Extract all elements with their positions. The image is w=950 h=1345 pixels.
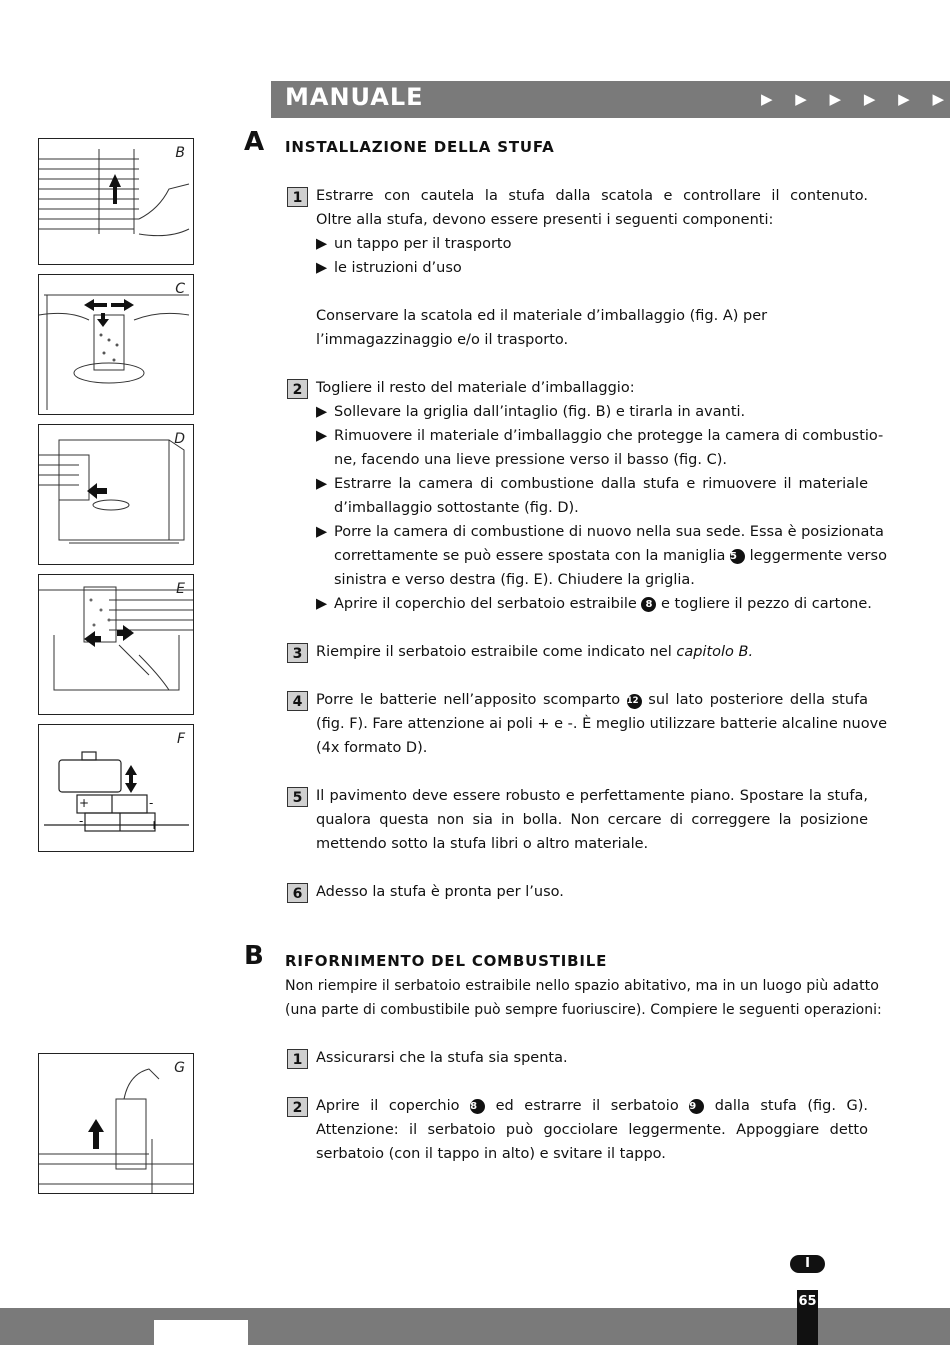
- a-step-2-bullet-4b-post: leggermente verso: [749, 548, 887, 564]
- header-arrows: ▶ ▶ ▶ ▶ ▶ ▶: [760, 90, 944, 108]
- a-step-4-line-1-post: sul lato posteriore della stufa: [648, 692, 868, 708]
- a-step-5-number: 5: [287, 787, 308, 807]
- a-step-1-line-2: Oltre alla stufa, devono essere presenti i seguenti componenti:: [316, 212, 774, 228]
- a-step-4-line-1: [316, 688, 868, 712]
- figure-f: [38, 724, 194, 852]
- b-step-2-line-1-mid: ed estrarre il serbatoio: [495, 1098, 679, 1114]
- callout-number-9: 9: [689, 1099, 704, 1114]
- a-step-2-bullet-4b: [334, 544, 887, 568]
- a-step-2-bullet-4a: Porre la camera di combustione di nuovo nella sua sede. Essa è posizionata: [334, 524, 884, 540]
- figure-g-illustration: [39, 1054, 194, 1194]
- page-number: 65: [797, 1290, 818, 1345]
- a-step-1-note-1: Conservare la scatola ed il materiale d’imballaggio (fig. A) per: [316, 308, 768, 324]
- figure-f-illustration: [39, 725, 194, 852]
- figure-e-illustration: [39, 575, 194, 715]
- bullet-arrow-icon: ▶: [316, 428, 328, 444]
- a-step-2-bullet-5-pre: Aprire il coperchio del serbatoio estraibile: [334, 596, 637, 612]
- figure-d-label: D: [174, 431, 185, 447]
- svg-text:+: +: [79, 796, 90, 810]
- a-step-6-number: 6: [287, 883, 308, 903]
- svg-text:-: -: [79, 814, 84, 828]
- a-step-2-bullet-2a: Rimuovere il materiale d’imballaggio che protegge la camera di combustio-: [334, 428, 884, 444]
- a-step-5-line-3: mettendo sotto la stufa libri o altro materiale.: [316, 836, 649, 852]
- section-b-letter: B: [244, 941, 264, 971]
- a-step-5-line-2: qualora questa non sia in bolla. Non cercare di correggere la posizione: [316, 812, 868, 828]
- a-step-2-bullet-5: [334, 592, 872, 616]
- a-step-1-number: 1: [287, 187, 308, 207]
- b-step-2-line-1: [316, 1094, 868, 1118]
- figure-b-label: B: [175, 145, 185, 161]
- figure-c: [38, 274, 194, 415]
- a-step-4-number: 4: [287, 691, 308, 711]
- a-step-2-number: 2: [287, 379, 308, 399]
- b-step-2-number: 2: [287, 1097, 308, 1117]
- header-title: MANUALE: [285, 83, 424, 111]
- svg-text:-: -: [149, 796, 154, 810]
- header-bar: [271, 81, 950, 118]
- b-step-2-line-3: serbatoio (con il tappo in alto) e svitare il tappo.: [316, 1146, 666, 1162]
- figure-c-label: C: [175, 281, 185, 297]
- a-step-1-bullet-2: le istruzioni d’uso: [334, 260, 462, 276]
- a-step-6-line-1: Adesso la stufa è pronta per l’uso.: [316, 884, 564, 900]
- section-b-intro-2: (una parte di combustibile può sempre fuoriuscire). Compiere le seguenti operazioni:: [285, 1002, 882, 1018]
- section-b-intro-1: Non riempire il serbatoio estraibile nello spazio abitativo, ma in un luogo più adatto: [285, 978, 879, 994]
- a-step-3-number: 3: [287, 643, 308, 663]
- b-step-2-line-1-pre: Aprire il coperchio: [316, 1098, 460, 1114]
- b-step-2-line-1-post: dalla stufa (fig. G).: [714, 1098, 868, 1114]
- section-a-title: INSTALLAZIONE DELLA STUFA: [285, 138, 555, 156]
- figure-b-illustration: [39, 139, 194, 265]
- a-step-2-bullet-3a: Estrarre la camera di combustione dalla stufa e rimuovere il materiale: [334, 476, 868, 492]
- language-badge: I: [790, 1255, 825, 1273]
- figure-e: [38, 574, 194, 715]
- section-a-letter: A: [244, 127, 265, 157]
- a-step-1-bullet-1: un tappo per il trasporto: [334, 236, 512, 252]
- a-step-4-line-3: (4x formato D).: [316, 740, 428, 756]
- a-step-4-line-1-pre: Porre le batterie nell’apposito scomparto: [316, 692, 621, 708]
- a-step-3-text: Riempire il serbatoio estraibile come indicato nel: [316, 644, 677, 660]
- a-step-1-line-1: Estrarre con cautela la stufa dalla scatola e controllare il contenuto.: [316, 188, 868, 204]
- svg-text:+: +: [149, 818, 160, 832]
- bullet-arrow-icon: ▶: [316, 404, 328, 420]
- callout-number-8: 8: [470, 1099, 485, 1114]
- bullet-arrow-icon: ▶: [316, 596, 328, 612]
- bullet-arrow-icon: ▶: [316, 260, 328, 276]
- figure-g-label: G: [174, 1060, 185, 1076]
- figure-f-label: F: [176, 731, 185, 747]
- a-step-5-line-1: Il pavimento deve essere robusto e perfettamente piano. Spostare la stufa,: [316, 788, 868, 804]
- a-step-2-bullet-4b-pre: correttamente se può essere spostata con la maniglia: [334, 548, 726, 564]
- a-step-2-bullet-5-post: e togliere il pezzo di cartone.: [661, 596, 872, 612]
- a-step-4-line-2: (fig. F). Fare attenzione ai poli + e -. È meglio utilizzare batterie alcaline nuove: [316, 716, 888, 732]
- callout-number-8: 8: [641, 597, 656, 612]
- figure-e-label: E: [176, 581, 185, 597]
- figure-d-illustration: [39, 425, 194, 565]
- callout-number-12: 12: [627, 694, 642, 709]
- figure-g: [38, 1053, 194, 1194]
- bullet-arrow-icon: ▶: [316, 236, 328, 252]
- a-step-3-chapter-ref: capitolo B.: [676, 644, 754, 660]
- figure-b: [38, 138, 194, 265]
- a-step-2-line-1: Togliere il resto del materiale d’imballaggio:: [316, 380, 635, 396]
- a-step-2-bullet-4c: sinistra e verso destra (fig. E). Chiudere la griglia.: [334, 572, 695, 588]
- footer-white-block: [154, 1320, 248, 1345]
- figure-d: [38, 424, 194, 565]
- b-step-2-line-2: Attenzione: il serbatoio può gocciolare leggermente. Appoggiare detto: [316, 1122, 868, 1138]
- a-step-1-note-2: l’immagazzinaggio e/o il trasporto.: [316, 332, 569, 348]
- callout-number-5: 5: [730, 549, 745, 564]
- bullet-arrow-icon: ▶: [316, 524, 328, 540]
- a-step-3-line-1: [316, 640, 753, 664]
- section-b-title: RIFORNIMENTO DEL COMBUSTIBILE: [285, 952, 608, 970]
- a-step-2-bullet-3b: d’imballaggio sottostante (fig. D).: [334, 500, 579, 516]
- a-step-2-bullet-1: Sollevare la griglia dall’intaglio (fig. B) e tirarla in avanti.: [334, 404, 746, 420]
- b-step-1-line-1: Assicurarsi che la stufa sia spenta.: [316, 1050, 568, 1066]
- b-step-1-number: 1: [287, 1049, 308, 1069]
- figure-c-illustration: [39, 275, 194, 415]
- bullet-arrow-icon: ▶: [316, 476, 328, 492]
- a-step-2-bullet-2b: ne, facendo una lieve pressione verso il basso (fig. C).: [334, 452, 727, 468]
